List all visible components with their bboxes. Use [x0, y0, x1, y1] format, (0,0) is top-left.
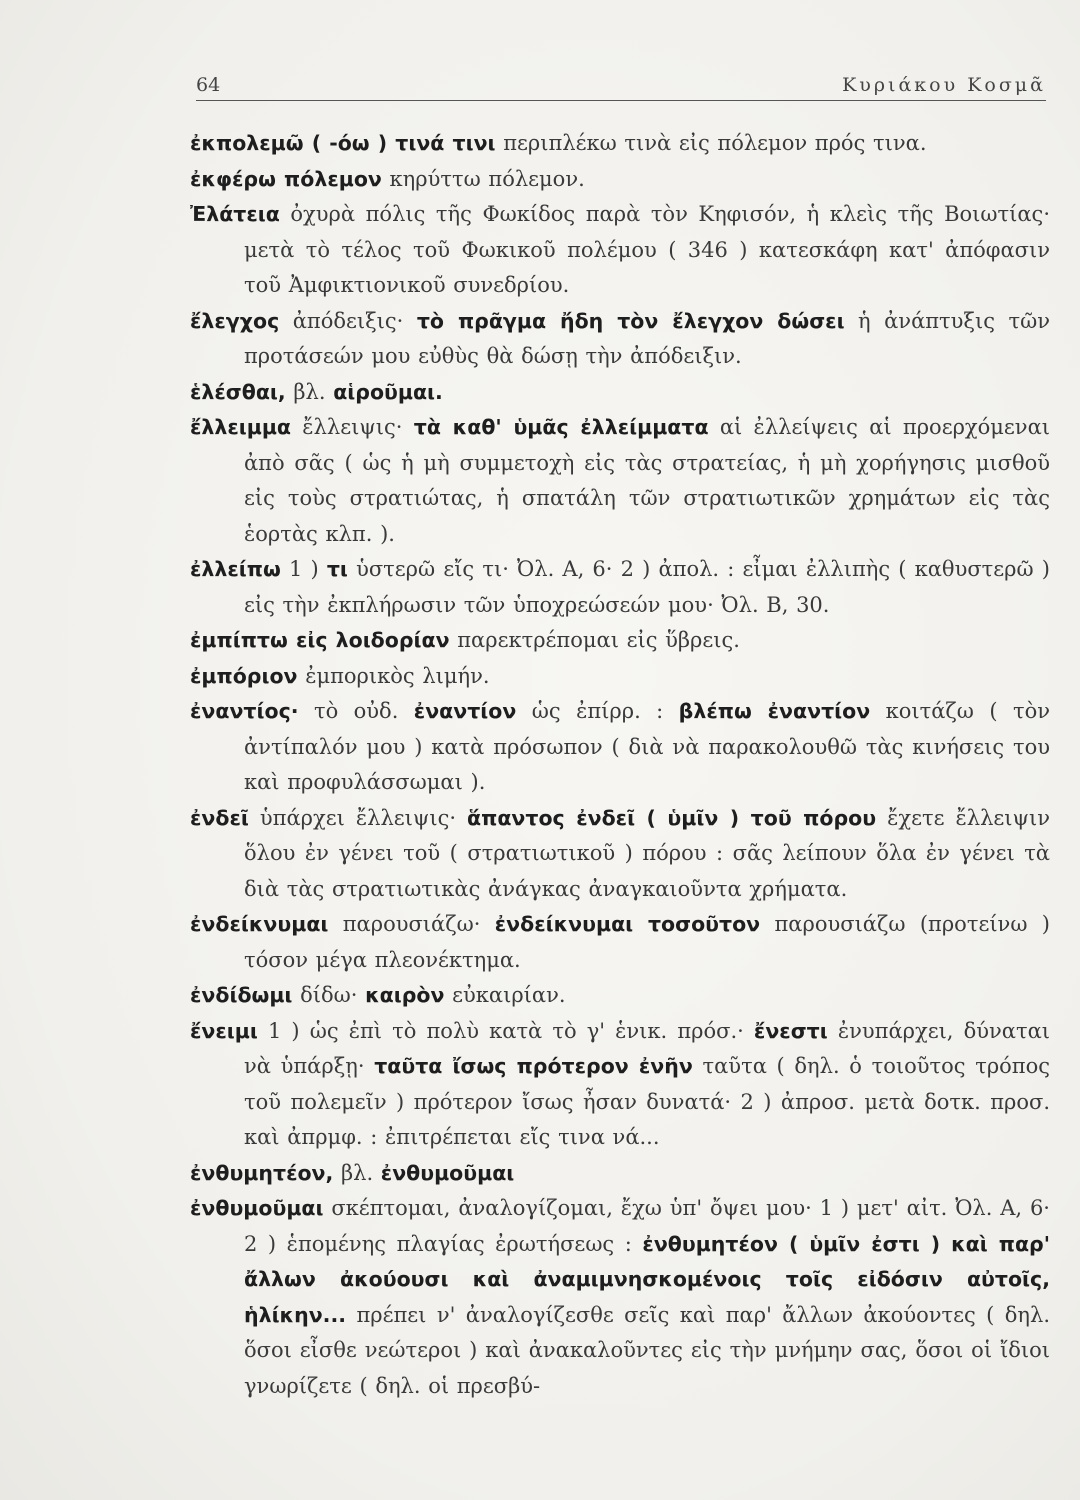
- entry-definition: ἔλλειψις·: [291, 415, 414, 439]
- dictionary-entry: [190, 304, 1050, 375]
- entry-definition: βλ.: [285, 379, 334, 404]
- entry-list: [190, 126, 1050, 1404]
- entry-headword: ἔλεγχος: [190, 308, 280, 333]
- dictionary-entry: [190, 801, 1050, 908]
- entry-definition: πρέπει ν' ἀναλογίζεσθε σεῖς καὶ παρ' ἄλλων ἀκούοντες ( δηλ. ὅσοι εἶσθε νεώτεροι ) καὶ ἀνακαλοῦντες εἰς τὴν μνήμην σας, ὅσοι οἱ ἴδιοι γνωρίζετε ( δηλ. οἱ πρεσβύ-: [244, 1302, 1050, 1398]
- entry-definition: ὑστερῶ εἴς τι· Ὀλ. Α, 6· 2 ) ἀπολ. : εἶμαι ἐλλιπὴς ( καθυστερῶ ) εἰς τὴν ἐκπλήρωσιν τῶν ὑποχρεώσεών μου· Ὀλ. Β, 30.: [244, 557, 1050, 617]
- entry-definition: ἡ ἀνάπτυξις τῶν προτάσεών μου εὐθὺς θὰ δώσῃ τὴν ἀπόδειξιν.: [244, 308, 1050, 368]
- dictionary-entry: [190, 907, 1050, 978]
- entry-definition: τὸ οὐδ.: [298, 699, 414, 723]
- entry-definition: εὐκαιρίαν.: [444, 983, 566, 1007]
- entry-headword: ἐνδεῖ: [190, 805, 249, 830]
- entry-headword: ἐνθυμητέον,: [190, 1160, 334, 1185]
- entry-definition: ὡς ἐπίρρ. :: [516, 699, 679, 723]
- entry-phrase: ἐνδείκνυμαι τοσοῦτον: [494, 912, 761, 936]
- entry-headword: ἐνδίδωμι: [190, 983, 293, 1007]
- dictionary-entry: [190, 162, 1050, 198]
- entry-definition: ἀπόδειξις·: [279, 308, 417, 333]
- dictionary-entry: [190, 1191, 1050, 1404]
- dictionary-entry: [190, 410, 1050, 552]
- entry-definition: περιπλέκω τινὰ εἰς πόλεμον πρός τινα.: [495, 131, 927, 155]
- entry-definition: κοιτάζω ( τὸν ἀντίπαλόν μου ) κατὰ πρόσωπον ( διὰ νὰ παρακολουθῶ τὰς κινήσεις του καὶ προφυλάσσωμαι ).: [244, 699, 1050, 794]
- entry-headword: ἐναντίος·: [190, 699, 299, 723]
- entry-headword: ἐλλείπω: [190, 557, 281, 581]
- entry-phrase: βλέπω ἐναντίον: [678, 699, 871, 723]
- entry-headword: ἐκπολεμῶ ( -όω ) τινά τινι: [190, 131, 496, 155]
- entry-definition: ἔχετε ἔλλειψιν ὅλου ἐν γένει τοῦ ( στρατιωτικοῦ ) πόρου : σᾶς λείπουν ὅλα ἐν γένει τὰ διὰ τὰς στρατιωτικὰς ἀνάγκας ἀναγκαιοῦντα χρήματα.: [244, 805, 1050, 901]
- entry-headword: ἔνειμι: [190, 1018, 258, 1043]
- entry-headword: ἔλλειμμα: [190, 415, 292, 439]
- dictionary-entry: [190, 623, 1050, 659]
- entry-definition: βλ.: [333, 1160, 381, 1185]
- running-head: Κυριάκου Κοσμᾶ: [842, 74, 1046, 96]
- entry-definition: 1 ): [280, 557, 327, 581]
- entry-definition: ὀχυρὰ πόλις τῆς Φωκίδος παρὰ τὸν Κηφισόν, ἡ κλεὶς τῆς Βοιωτίας· μετὰ τὸ τέλος τοῦ Φωκικοῦ πολέμου ( 346 ) κατεσκάφη κατ' ἀπόφασιν τοῦ Ἀμφικτιονικοῦ συνεδρίου.: [244, 202, 1050, 297]
- dictionary-entry: [190, 659, 1050, 695]
- entry-headword: Ἐλάτεια: [190, 202, 280, 226]
- dictionary-entry: [190, 1156, 1050, 1192]
- entry-definition: ἐνυπάρχει, δύναται νὰ ὑπάρξῃ·: [244, 1018, 1050, 1078]
- entry-definition: σκέπτομαι, ἀναλογίζομαι, ἔχω ὑπ' ὄψει μου· 1 ) μετ' αἰτ. Ὀλ. Α, 6· 2 ) ἑπομένης πλαγίας ἐρωτήσεως :: [244, 1196, 1050, 1256]
- entry-headword: ἐκφέρω πόλεμον: [190, 166, 382, 191]
- entry-phrase: ἅπαντος ἐνδεῖ ( ὑμῖν ) τοῦ πόρου: [467, 805, 877, 830]
- entry-definition: παρεκτρέπομαι εἰς ὕβρεις.: [449, 628, 740, 652]
- dictionary-entry: [190, 126, 1050, 162]
- entry-definition: κηρύττω πόλεμον.: [381, 166, 585, 191]
- page-number: 64: [196, 74, 221, 96]
- entry-headword: ἐμπίπτω εἰς λοιδορίαν: [190, 628, 450, 652]
- entry-phrase: ἔνεστι: [753, 1018, 828, 1043]
- entry-phrase: τι: [326, 557, 348, 581]
- entry-phrase: ἐναντίον: [413, 699, 517, 723]
- entry-definition: αἱ ἐλλείψεις αἱ προερχόμεναι ἀπὸ σᾶς ( ὡς ἡ μὴ συμμετοχὴ εἰς τὰς στρατείας, ἡ μὴ χορήγησις μισθοῦ εἰς τοὺς στρατιώτας, ἡ σπατάλη τῶν στρατιωτικῶν χρημάτων εἰς τὰς ἑορτὰς κλπ. ).: [244, 415, 1050, 546]
- entry-headword: ἐνδείκνυμαι: [190, 912, 329, 936]
- entry-definition: ὑπάρχει ἔλλειψις·: [248, 805, 468, 830]
- entry-definition: παρουσιάζω·: [328, 912, 495, 936]
- dictionary-entry: [190, 197, 1050, 304]
- dictionary-entry: [190, 694, 1050, 801]
- page-header: [196, 72, 1046, 101]
- entry-headword: ἐνθυμοῦμαι: [190, 1196, 324, 1220]
- entry-phrase: ἐνθυμητέον ( ὑμῖν ἐστι ) καὶ παρ' ἄλλων ἀκούουσι καὶ ἀναμιμνησκομένοις τοῖς εἰδόσιν αὐτοῖς, ἡλίκην...: [244, 1231, 1051, 1327]
- entry-headword: ἐμπόριον: [190, 663, 298, 688]
- entry-phrase: τὸ πρᾶγμα ἤδη τὸν ἔλεγχον δώσει: [416, 308, 845, 333]
- entry-definition: ἐμπορικὸς λιμήν.: [297, 663, 490, 688]
- entry-phrase: καιρὸν: [365, 983, 445, 1007]
- dictionary-entry: [190, 375, 1050, 411]
- entry-definition: ταῦτα ( δηλ. ὁ τοιοῦτος τρόπος τοῦ πολεμεῖν ) πρότερον ἴσως ἦσαν δυνατά· 2 ) ἀπροσ. μετὰ δοτκ. προσ. καὶ ἀπρμφ. : ἐπιτρέπεται εἴς τινα νά...: [244, 1054, 1051, 1149]
- entry-headword: ἑλέσθαι,: [190, 379, 286, 404]
- entry-definition: 1 ) ὡς ἐπὶ τὸ πολὺ κατὰ τὸ γ' ἑνικ. πρόσ.·: [257, 1018, 754, 1043]
- entry-phrase: αἱροῦμαι.: [333, 379, 443, 404]
- dictionary-entry: [190, 552, 1050, 623]
- entry-phrase: ταῦτα ἴσως πρότερον ἐνῆν: [374, 1054, 693, 1078]
- entry-phrase: ἐνθυμοῦμαι: [380, 1160, 515, 1185]
- dictionary-entry: [190, 978, 1050, 1014]
- entry-phrase: τὰ καθ' ὑμᾶς ἐλλείμματα: [413, 415, 709, 439]
- dictionary-entry: [190, 1014, 1050, 1156]
- entry-definition: δίδω·: [292, 983, 366, 1007]
- entry-definition: παρουσιάζω (προτείνω ) τόσον μέγα πλεονέκτημα.: [244, 912, 1050, 972]
